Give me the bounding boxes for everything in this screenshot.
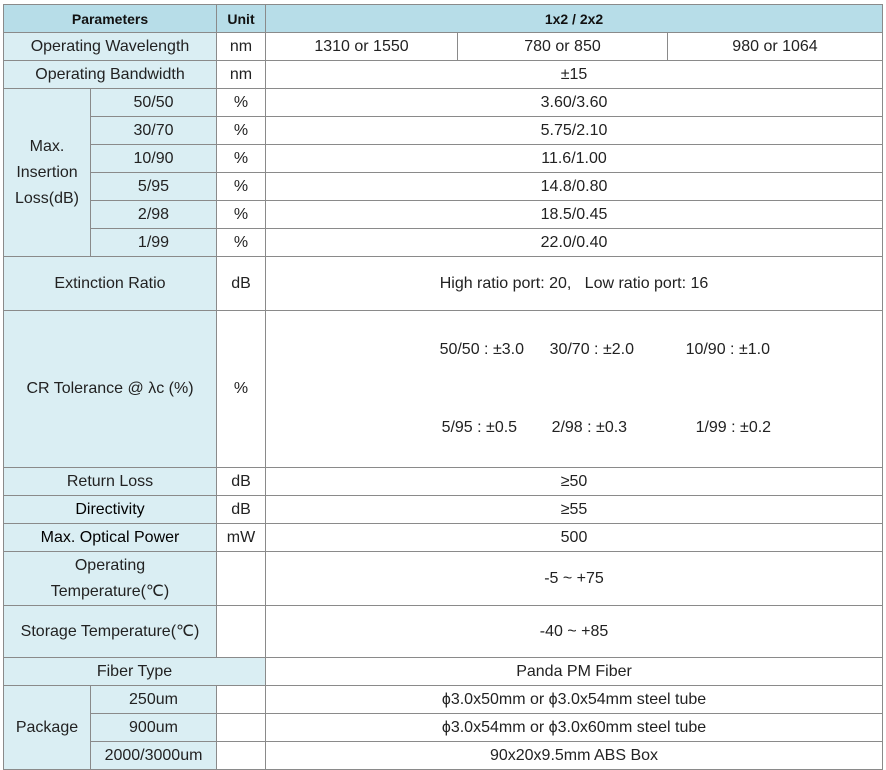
cr-tolerance-item: 30/70 : ±2.0 xyxy=(549,341,634,358)
cr-tolerance-unit: % xyxy=(217,311,266,468)
insertion-unit: % xyxy=(217,173,266,201)
return-loss-unit: dB xyxy=(217,468,266,496)
header-config: 1x2 / 2x2 xyxy=(266,5,883,33)
insertion-unit: % xyxy=(217,89,266,117)
package-size: 900um xyxy=(91,714,217,742)
package-size: 2000/3000um xyxy=(91,742,217,770)
return-loss-value: ≥50 xyxy=(266,468,883,496)
storage-temp-label: Storage Temperature(℃) xyxy=(4,606,217,658)
table-row xyxy=(4,229,883,257)
table-row xyxy=(4,686,883,714)
insertion-ratio: 2/98 xyxy=(91,201,217,229)
op-temp-label-line: Temperature(℃) xyxy=(50,582,170,600)
header-unit: Unit xyxy=(217,5,266,33)
extinction-unit: dB xyxy=(217,257,266,311)
max-power-unit: mW xyxy=(217,524,266,552)
bandwidth-label: Operating Bandwidth xyxy=(4,61,217,89)
table-row xyxy=(4,173,883,201)
cr-tolerance-item: 10/90 : ±1.0 xyxy=(685,341,770,358)
cr-tolerance-item: 5/95 : ±0.5 xyxy=(441,419,518,436)
insertion-unit: % xyxy=(217,145,266,173)
table-row xyxy=(4,33,883,61)
table-row xyxy=(4,117,883,145)
bandwidth-unit: nm xyxy=(217,61,266,89)
package-label: Package xyxy=(4,686,91,770)
directivity-unit: dB xyxy=(217,496,266,524)
table-row xyxy=(4,742,883,770)
table-row xyxy=(4,257,883,311)
cr-tolerance-line-1 xyxy=(268,311,880,389)
max-power-label: Max. Optical Power xyxy=(4,524,217,552)
max-power-value: 500 xyxy=(266,524,883,552)
package-value: ϕ3.0x54mm or ϕ3.0x60mm steel tube xyxy=(266,714,883,742)
insertion-ratio: 50/50 xyxy=(91,89,217,117)
insertion-loss-label-line: Max. xyxy=(29,137,65,155)
op-temp-label xyxy=(4,552,217,606)
table-row xyxy=(4,714,883,742)
insertion-loss-label-line: Insertion xyxy=(16,163,78,181)
package-value: 90x20x9.5mm ABS Box xyxy=(266,742,883,770)
extinction-label: Extinction Ratio xyxy=(4,257,217,311)
insertion-ratio: 30/70 xyxy=(91,117,217,145)
table-row xyxy=(4,524,883,552)
table-row xyxy=(4,311,883,468)
table-row xyxy=(4,606,883,658)
header-parameters: Parameters xyxy=(4,5,217,33)
op-temp-unit xyxy=(217,552,266,606)
cr-tolerance-value xyxy=(266,311,883,468)
insertion-value: 22.0/0.40 xyxy=(266,229,883,257)
cr-tolerance-item: 50/50 : ±3.0 xyxy=(439,341,524,358)
bandwidth-value: ±15 xyxy=(266,61,883,89)
insertion-value: 18.5/0.45 xyxy=(266,201,883,229)
table-row xyxy=(4,658,883,686)
package-unit xyxy=(217,714,266,742)
insertion-unit: % xyxy=(217,117,266,145)
insertion-loss-label xyxy=(4,89,91,257)
insertion-loss-label-line: Loss(dB) xyxy=(14,189,80,207)
package-value: ϕ3.0x50mm or ϕ3.0x54mm steel tube xyxy=(266,686,883,714)
wavelength-value-1: 1310 or 1550 xyxy=(266,33,458,61)
storage-temp-value: -40 ~ +85 xyxy=(266,606,883,658)
extinction-value: High ratio port: 20, Low ratio port: 16 xyxy=(266,257,883,311)
storage-temp-unit xyxy=(217,606,266,658)
table-row xyxy=(4,468,883,496)
insertion-ratio: 1/99 xyxy=(91,229,217,257)
return-loss-label: Return Loss xyxy=(4,468,217,496)
directivity-value: ≥55 xyxy=(266,496,883,524)
spec-table xyxy=(3,4,883,770)
fiber-type-label: Fiber Type xyxy=(4,658,266,686)
wavelength-unit: nm xyxy=(217,33,266,61)
header-row xyxy=(4,5,883,33)
cr-tolerance-item: 2/98 : ±0.3 xyxy=(551,419,628,436)
op-temp-label-line: Operating xyxy=(74,556,146,574)
cr-tolerance-label: CR Tolerance @ λc (%) xyxy=(4,311,217,468)
wavelength-value-2: 780 or 850 xyxy=(458,33,668,61)
insertion-ratio: 10/90 xyxy=(91,145,217,173)
insertion-value: 3.60/3.60 xyxy=(266,89,883,117)
insertion-value: 14.8/0.80 xyxy=(266,173,883,201)
cr-tolerance-line-2 xyxy=(268,389,880,467)
table-row xyxy=(4,145,883,173)
insertion-ratio: 5/95 xyxy=(91,173,217,201)
op-temp-value: -5 ~ +75 xyxy=(266,552,883,606)
table-row xyxy=(4,496,883,524)
insertion-unit: % xyxy=(217,229,266,257)
insertion-value: 11.6/1.00 xyxy=(266,145,883,173)
fiber-type-value: Panda PM Fiber xyxy=(266,658,883,686)
insertion-value: 5.75/2.10 xyxy=(266,117,883,145)
table-row xyxy=(4,201,883,229)
package-unit xyxy=(217,686,266,714)
wavelength-value-3: 980 or 1064 xyxy=(668,33,883,61)
wavelength-label: Operating Wavelength xyxy=(4,33,217,61)
package-size: 250um xyxy=(91,686,217,714)
table-row xyxy=(4,552,883,606)
insertion-unit: % xyxy=(217,201,266,229)
directivity-label: Directivity xyxy=(4,496,217,524)
package-unit xyxy=(217,742,266,770)
table-row xyxy=(4,61,883,89)
cr-tolerance-item: 1/99 : ±0.2 xyxy=(695,419,772,436)
table-row xyxy=(4,89,883,117)
